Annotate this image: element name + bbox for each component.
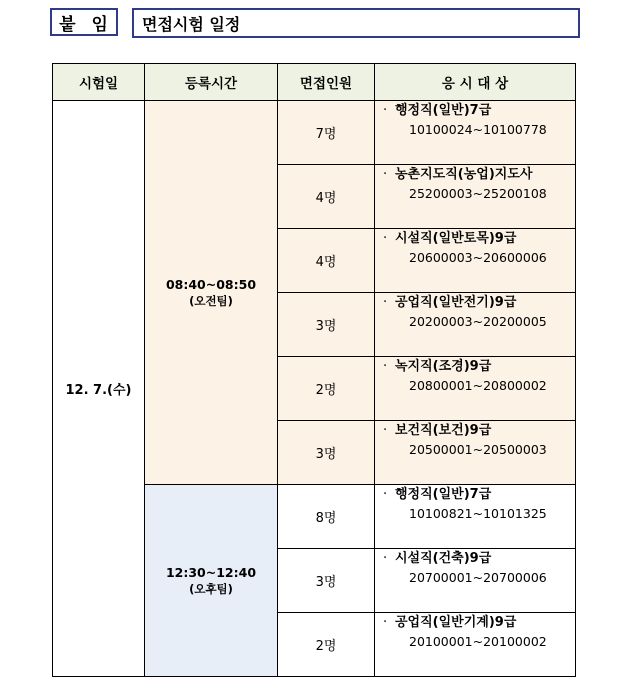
applicant-target <box>375 357 576 421</box>
interviewee-count: 3명 <box>278 549 375 613</box>
applicant-number-range: 20600003~20600006 <box>409 250 547 265</box>
interviewee-count: 8명 <box>278 485 375 549</box>
interviewee-count: 3명 <box>278 421 375 485</box>
exam-date-cell: 12. 7.(수) <box>53 101 145 677</box>
applicant-target <box>375 485 576 549</box>
bullet: · <box>383 231 388 246</box>
bullet: · <box>383 615 388 630</box>
applicant-number-range: 20200003~20200005 <box>409 314 547 329</box>
bullet: · <box>383 295 388 310</box>
page-title: 면접시험 일정 <box>132 8 580 38</box>
position-name: · 행정직(일반)7급 <box>383 103 492 118</box>
applicant-target <box>375 293 576 357</box>
interviewee-count: 4명 <box>278 229 375 293</box>
afternoon-team: (오후팀) <box>189 581 233 596</box>
bullet: · <box>383 487 388 502</box>
position-name: · 행정직(일반)7급 <box>383 487 492 502</box>
interviewee-count: 2명 <box>278 357 375 421</box>
column-header-registration-time: 등록시간 <box>145 64 278 101</box>
applicant-target <box>375 549 576 613</box>
applicant-target <box>375 421 576 485</box>
applicant-number-range: 20100001~20100002 <box>409 634 547 649</box>
applicant-number-range: 10100821~10101325 <box>409 506 547 521</box>
interviewee-count: 7명 <box>278 101 375 165</box>
applicant-target <box>375 613 576 677</box>
interview-schedule-table <box>52 63 576 677</box>
interviewee-count: 4명 <box>278 165 375 229</box>
applicant-number-range: 25200003~25200108 <box>409 186 547 201</box>
interviewee-count: 2명 <box>278 613 375 677</box>
applicant-number-range: 20800001~20800002 <box>409 378 547 393</box>
column-header-date: 시험일 <box>53 64 145 101</box>
bullet: · <box>383 551 388 566</box>
bullet: · <box>383 103 388 118</box>
column-header-applicants: 응 시 대 상 <box>375 64 576 101</box>
applicant-target <box>375 165 576 229</box>
interviewee-count: 3명 <box>278 293 375 357</box>
applicant-number-range: 10100024~10100778 <box>409 122 547 137</box>
afternoon-time-cell <box>145 485 278 677</box>
morning-time-cell <box>145 101 278 485</box>
morning-time: 08:40~08:50 <box>165 276 257 292</box>
bullet: · <box>383 359 388 374</box>
table-header-row <box>53 64 576 101</box>
applicant-target <box>375 229 576 293</box>
table-row <box>53 101 576 165</box>
bullet: · <box>383 423 388 438</box>
position-name: · 시설직(일반토목)9급 <box>383 231 517 246</box>
attachment-label: 붙 임 <box>50 8 118 36</box>
position-name: · 시설직(건축)9급 <box>383 551 492 566</box>
applicant-number-range: 20500001~20500003 <box>409 442 547 457</box>
morning-team: (오전팀) <box>189 293 233 308</box>
column-header-interviewees: 면접인원 <box>278 64 375 101</box>
position-name: · 공업직(일반기계)9급 <box>383 615 517 630</box>
bullet: · <box>383 167 388 182</box>
position-name: · 보건직(보건)9급 <box>383 423 492 438</box>
position-name: · 녹지직(조경)9급 <box>383 359 492 374</box>
position-name: · 공업직(일반전기)9급 <box>383 295 517 310</box>
applicant-number-range: 20700001~20700006 <box>409 570 547 585</box>
applicant-target <box>375 101 576 165</box>
afternoon-time: 12:30~12:40 <box>165 564 257 580</box>
position-name: · 농촌지도직(농업)지도사 <box>383 167 533 182</box>
